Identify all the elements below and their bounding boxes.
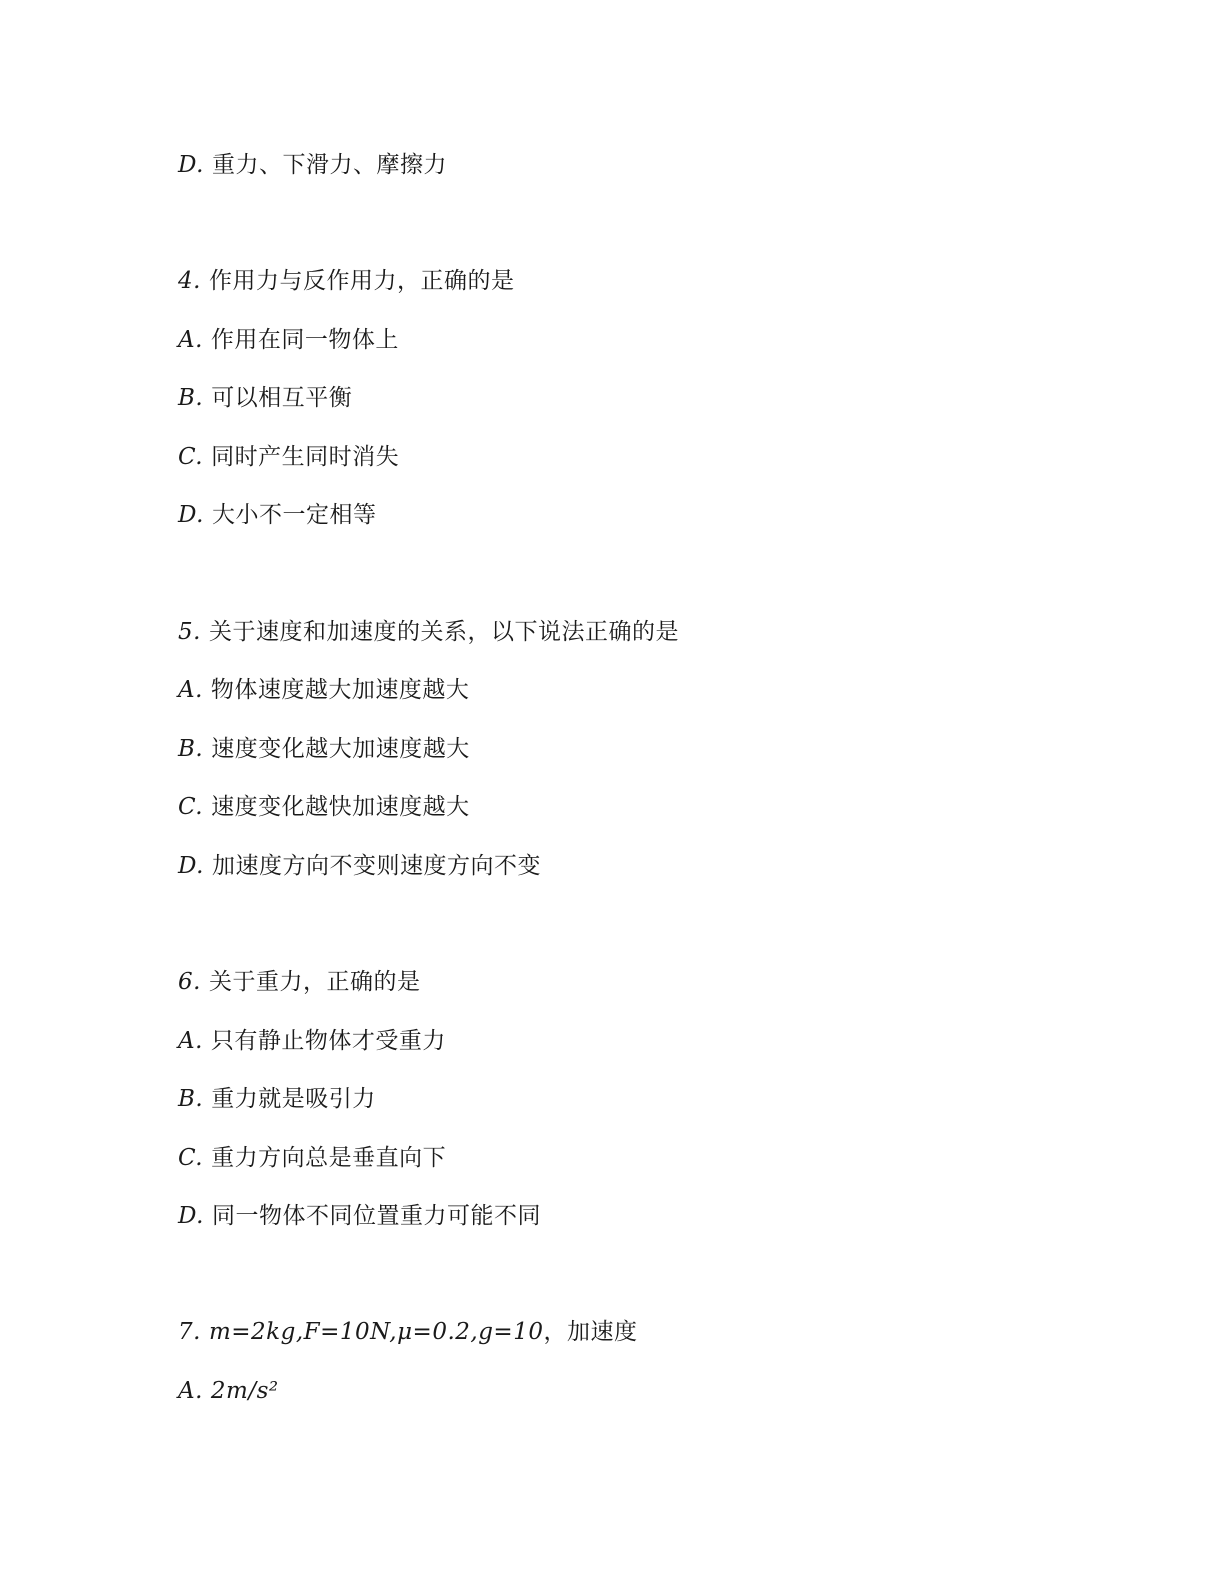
question-text: 关于重力，正确的是 — [208, 969, 421, 995]
option-label: C. — [178, 444, 204, 470]
option-text: 速度变化越大加速度越大 — [211, 736, 470, 762]
q6-question — [178, 967, 420, 997]
q6-option-c — [178, 1143, 446, 1173]
option-text: 重力、下滑力、摩擦力 — [211, 152, 447, 178]
option-text: 同时产生同时消失 — [211, 444, 400, 470]
q6-option-b — [178, 1084, 376, 1114]
option-text: 2m/s² — [210, 1378, 279, 1404]
option-label: A. — [178, 1028, 203, 1054]
q5-question — [178, 617, 679, 647]
option-text: 可以相互平衡 — [211, 385, 353, 411]
question-number: 5. — [178, 619, 201, 645]
q4-option-a — [178, 325, 399, 355]
option-label: B. — [178, 385, 204, 411]
option-label: C. — [178, 1145, 204, 1171]
q5-option-a — [178, 675, 469, 705]
option-label: D. — [178, 502, 204, 528]
question-text: 作用力与反作用力，正确的是 — [208, 268, 515, 294]
q6-option-d — [178, 1201, 541, 1231]
option-text: 只有静止物体才受重力 — [210, 1028, 446, 1054]
option-text: 大小不一定相等 — [211, 502, 377, 528]
option-label: C. — [178, 794, 204, 820]
option-label: A. — [178, 677, 203, 703]
option-label: D. — [178, 1203, 204, 1229]
option-text: 同一物体不同位置重力可能不同 — [211, 1203, 541, 1229]
option-label: A. — [178, 327, 203, 353]
question-number: 7. — [178, 1319, 201, 1345]
option-label: D. — [178, 152, 204, 178]
q5-option-c — [178, 792, 470, 822]
option-label: B. — [178, 1086, 204, 1112]
q6-option-a — [178, 1026, 446, 1056]
question-formula: m=2kg,F=10N,μ=0.2,g=10 — [208, 1319, 544, 1345]
option-text: 重力就是吸引力 — [211, 1086, 376, 1112]
option-label: D. — [178, 853, 204, 879]
q7-question — [178, 1317, 637, 1347]
q4-option-c — [178, 442, 399, 472]
q7-option-a — [178, 1376, 279, 1406]
option-text: 作用在同一物体上 — [210, 327, 399, 353]
question-text: 关于速度和加速度的关系，以下说法正确的是 — [208, 619, 679, 645]
q5-option-d — [178, 851, 541, 881]
q4-question — [178, 266, 514, 296]
option-text: 速度变化越快加速度越大 — [211, 794, 470, 820]
option-text: 重力方向总是垂直向下 — [211, 1145, 447, 1171]
question-number: 4. — [178, 268, 201, 294]
option-label: B. — [178, 736, 204, 762]
q4-option-b — [178, 383, 352, 413]
question-number: 6. — [178, 969, 201, 995]
question-text: ，加速度 — [543, 1319, 638, 1345]
option-text: 加速度方向不变则速度方向不变 — [211, 853, 541, 879]
q5-option-b — [178, 734, 470, 764]
q4-option-d — [178, 500, 376, 530]
q3-option-d — [178, 150, 447, 180]
option-label: A. — [178, 1378, 203, 1404]
option-text: 物体速度越大加速度越大 — [210, 677, 470, 703]
